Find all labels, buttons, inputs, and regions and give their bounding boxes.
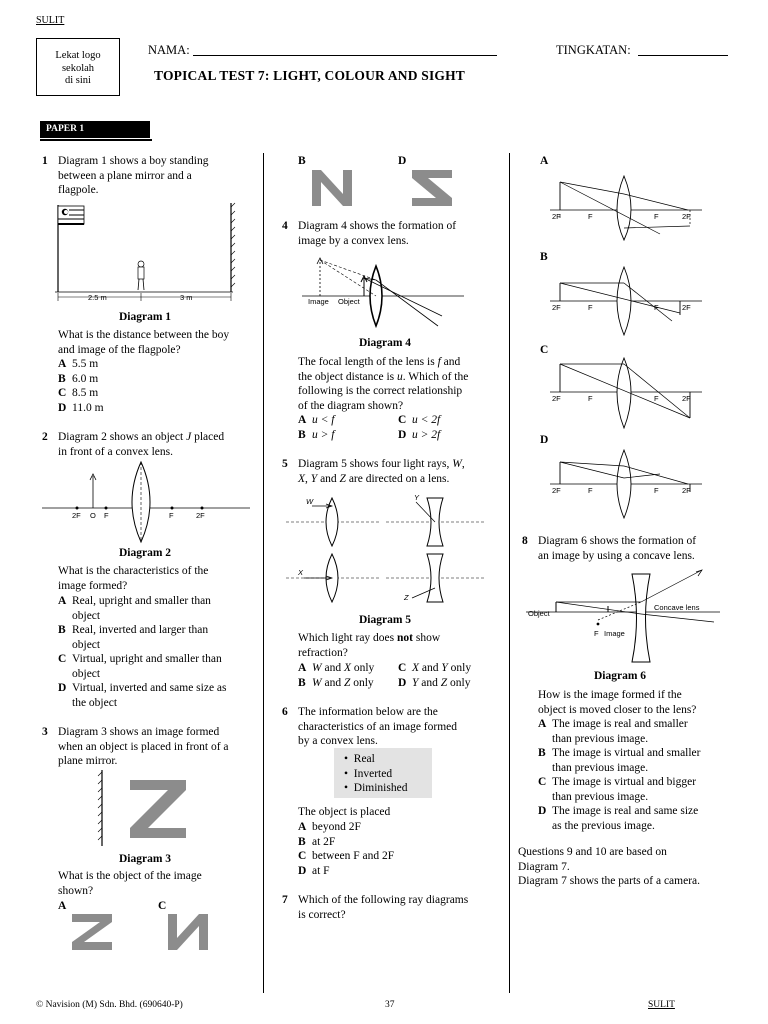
ray-diagram-d[interactable] (550, 448, 704, 520)
axis-label: 2F (552, 212, 561, 221)
question-line: object is moved closer to the lens? (538, 703, 697, 716)
option-d[interactable]: D at F (298, 864, 330, 877)
axis-label: F (588, 486, 593, 495)
diagram-2-figure (42, 460, 252, 544)
axis-label: F (588, 303, 593, 312)
option-a-label[interactable]: A (540, 155, 549, 167)
intro-line: Diagram 7 shows the parts of a camera. (518, 875, 701, 887)
form-field-line[interactable] (638, 55, 728, 56)
stem-line: characteristics of an image formed (298, 720, 458, 733)
stem-line: Diagram 6 shows the formation of (538, 535, 697, 547)
question-line: How is the image formed if the (538, 689, 682, 701)
diagram-5-figure (286, 494, 486, 610)
diagram-3-figure (96, 770, 196, 846)
axis-label: F (654, 303, 659, 312)
option-c[interactable]: C The image is virtual and bigger than previous image. (538, 776, 697, 803)
question-number: 3 (42, 726, 48, 738)
diagram-caption: Diagram 1 (118, 311, 172, 323)
sulit-mark-top: SULIT (36, 15, 65, 26)
question-number: 4 (282, 220, 288, 232)
axis-label: F (654, 486, 659, 495)
label-concave-lens: Concave lens (654, 603, 700, 612)
question-number: 7 (282, 894, 288, 906)
question-line: image formed? (58, 579, 128, 592)
label-image: Image (604, 629, 625, 638)
option-d[interactable]: D Y and Z only (398, 677, 471, 689)
diagram-caption: Diagram 2 (118, 547, 172, 559)
diagram-caption: Diagram 3 (118, 853, 172, 865)
paper-label: PAPER 1 (40, 121, 150, 138)
stem-line: plane mirror. (58, 755, 118, 767)
name-label: NAMA: (148, 43, 190, 57)
form-label: TINGKATAN: (556, 43, 631, 57)
option-a[interactable]: A u < f (298, 414, 335, 426)
stem-line: Diagram 1 shows a boy standing (58, 155, 209, 167)
option-c[interactable]: C X and Y only (398, 662, 472, 674)
stem-line: when an object is placed in front of a (58, 740, 229, 753)
q2-options (58, 594, 258, 710)
q6-options (298, 820, 394, 878)
label-focal-point: F (594, 629, 599, 638)
bullet-item: • Inverted (344, 767, 393, 780)
question-number: 2 (42, 431, 48, 443)
option-c[interactable]: C u < 2f (398, 414, 441, 426)
diagram-caption: Diagram 5 (358, 614, 412, 626)
question-line: What is the object of the image (58, 870, 202, 882)
question-line: and image of the flagpole? (58, 343, 181, 356)
paper-underline (40, 139, 152, 141)
option-d[interactable]: D Virtual, inverted and same size as the object (58, 682, 227, 709)
intro-line: Diagram 7. (518, 860, 570, 873)
stem-line: is correct? (298, 908, 346, 921)
stem-line: by a convex lens. (298, 735, 378, 747)
axis-label: 2F (552, 486, 561, 495)
axis-label: F (654, 394, 659, 403)
stem-line: Which of the following ray diagrams (298, 894, 469, 906)
axis-label: 2F (552, 303, 561, 312)
q1-question (58, 328, 229, 357)
axis-label: 2F (72, 511, 81, 520)
ray-diagram-b[interactable] (550, 265, 704, 337)
option-b[interactable]: B at 2F (298, 835, 336, 848)
question-line: shown? (58, 884, 94, 897)
axis-label: 2F (196, 511, 205, 520)
stem-line: between a plane mirror and a (58, 169, 192, 182)
option-b[interactable]: B u > f (298, 429, 335, 441)
axis-label: 2F (682, 212, 691, 221)
option-a[interactable]: A 5.5 m (58, 358, 99, 370)
question-line: What is the characteristics of the (58, 565, 209, 577)
option-a[interactable]: A Real, upright and smaller than object (58, 595, 211, 622)
option-c[interactable]: C Virtual, upright and smaller than object (58, 653, 222, 680)
q1-stem (58, 154, 208, 198)
option-d[interactable]: D u > 2f (398, 429, 441, 441)
axis-label: F (588, 394, 593, 403)
option-c-label[interactable]: C (540, 344, 549, 356)
axis-label: 2F (552, 394, 561, 403)
option-d[interactable]: D 11.0 m (58, 401, 104, 414)
q5-stem: Diagram 5 shows four light rays, W, X, Y and Z are directed on a lens. (298, 458, 465, 485)
option-c[interactable]: C between F and 2F (298, 850, 395, 862)
dimension-label: 2.5 m (88, 293, 107, 302)
column-divider (509, 153, 510, 993)
q6-question: The object is placed (298, 806, 391, 818)
option-a-shape[interactable] (70, 912, 116, 952)
label-object: Object (528, 609, 550, 618)
characteristics-list (344, 752, 407, 796)
stem-text: placed (191, 431, 225, 443)
question-line: What is the distance between the boy (58, 329, 230, 341)
axis-label: F (654, 212, 659, 221)
question-number: 6 (282, 706, 288, 718)
option-d-shape[interactable] (410, 168, 456, 208)
bullet-item: • Real (344, 753, 375, 765)
diagram-4-figure (302, 254, 466, 328)
q8-stem (538, 534, 696, 563)
option-d[interactable]: D The image is real and same size as the previous image. (538, 805, 699, 832)
stem-line: image by a convex lens. (298, 234, 409, 247)
stem-line: flagpole. (58, 184, 99, 196)
q8-question (538, 688, 696, 717)
footer-copyright: © Navision (M) Sdn. Bhd. (690640-P) (36, 1000, 183, 1010)
question-number: 1 (42, 155, 48, 167)
label-object: Object (338, 297, 360, 306)
column-divider (263, 153, 264, 993)
footer-page-number: 37 (385, 1000, 395, 1010)
question-number: 8 (522, 535, 528, 547)
object-symbol: J (186, 431, 192, 443)
label-image: Image (308, 297, 329, 306)
option-b[interactable]: B 6.0 m (58, 372, 99, 385)
q4-question: The focal length of the lens is f and the object distance is u. Which of the following is the correct relationship of the diagram shown? (298, 356, 469, 412)
ray-label: W (306, 497, 314, 506)
dimension-label: 3 m (180, 293, 193, 302)
diagram-6-figure (526, 568, 722, 662)
stem-line: Diagram 3 shows an image formed (58, 726, 220, 738)
logo-text-line: sekolah (61, 62, 95, 74)
option-b[interactable]: B W and Z only (298, 677, 374, 689)
q3-stem (58, 725, 229, 769)
q6-stem (298, 705, 457, 749)
option-c-shape[interactable] (166, 912, 212, 952)
option-a[interactable]: A The image is real and smaller than previous image. (538, 718, 688, 745)
q9-intro (518, 845, 700, 889)
option-b-label[interactable]: B (540, 251, 548, 263)
ray-diagram-a[interactable] (550, 170, 704, 242)
option-a-label[interactable]: A (58, 900, 67, 912)
name-field-line[interactable] (193, 55, 497, 56)
diagram-1-figure (55, 201, 240, 305)
axis-label: F (169, 511, 174, 520)
option-d-label[interactable]: D (398, 155, 407, 167)
q2-stem (58, 430, 224, 459)
axis-label: O (90, 511, 96, 520)
q3-question (58, 869, 202, 898)
page-title: TOPICAL TEST 7: LIGHT, COLOUR AND SIGHT (154, 68, 466, 83)
intro-line: Questions 9 and 10 are based on (518, 846, 667, 858)
question-number: 5 (282, 458, 288, 470)
axis-label: 2F (682, 486, 691, 495)
option-b[interactable]: B The image is virtual and smaller than previous image. (538, 747, 701, 774)
option-a[interactable]: A beyond 2F (298, 821, 361, 833)
stem-line: Diagram 4 shows the formation of (298, 220, 457, 232)
logo-placeholder-box (36, 38, 120, 96)
q2-question (58, 564, 208, 593)
stem-text: Diagram 2 shows an object (58, 431, 187, 443)
logo-text-line: di sini (65, 75, 91, 86)
q1-options (58, 357, 104, 415)
ray-label: Y (414, 493, 420, 502)
stem-line: in front of a convex lens. (58, 445, 173, 458)
diagram-caption: Diagram 6 (593, 670, 647, 682)
option-b[interactable]: B Real, inverted and larger than object (58, 624, 209, 651)
axis-label: F (588, 212, 593, 221)
axis-label: F (104, 511, 109, 520)
option-c[interactable]: C 8.5 m (58, 387, 99, 399)
option-c-label[interactable]: C (158, 900, 167, 912)
option-a[interactable]: A W and X only (298, 662, 375, 674)
option-b-shape[interactable] (310, 168, 356, 208)
stem-line: an image by using a concave lens. (538, 549, 695, 562)
q4-stem (298, 219, 456, 248)
q5-question: Which light ray does not show refraction? (298, 632, 441, 659)
option-d-label[interactable]: D (540, 434, 549, 446)
q8-options (538, 717, 738, 833)
ray-diagram-c[interactable] (550, 356, 704, 430)
ray-label: X (298, 568, 304, 577)
footer-sulit-mark: SULIT (648, 1000, 675, 1010)
q7-stem (298, 893, 468, 922)
bullet-item: • Diminished (344, 782, 408, 794)
diagram-caption: Diagram 4 (358, 337, 412, 349)
axis-label: 2F (682, 394, 691, 403)
axis-label: 2F (682, 303, 691, 312)
logo-text-line: Lekat logo (55, 50, 101, 61)
option-b-label[interactable]: B (298, 155, 306, 167)
stem-line: The information below are the (298, 706, 438, 718)
ray-label: Z (404, 593, 409, 602)
